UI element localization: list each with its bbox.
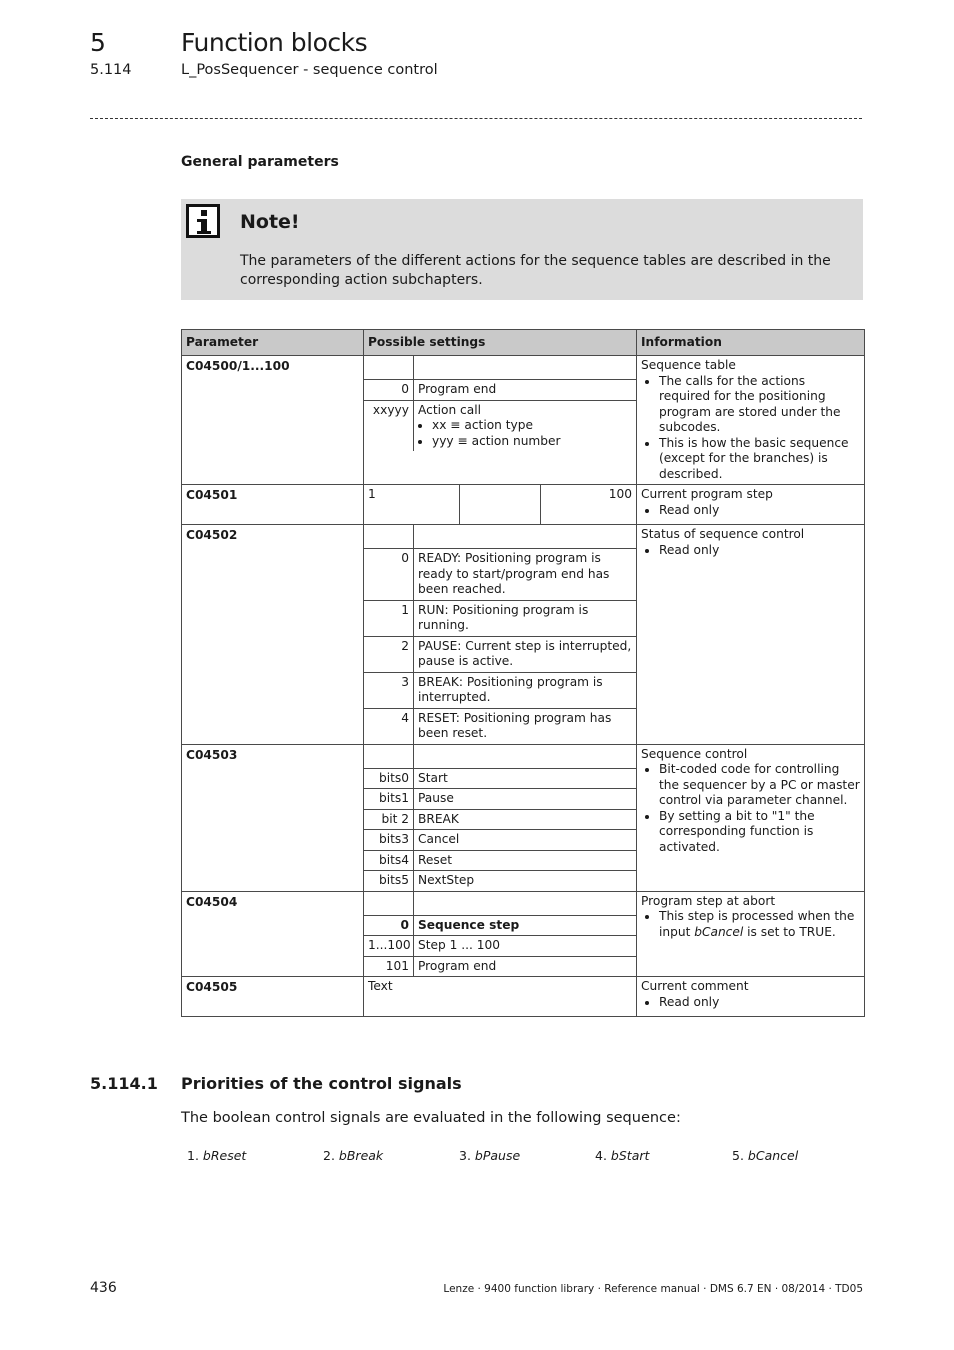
param-name: C04502: [182, 525, 364, 745]
setting-value: xxyyy: [364, 400, 414, 451]
subsection-title: Priorities of the control signals: [181, 1074, 462, 1093]
setting-row: [364, 400, 636, 451]
info-bullet: • Read only: [659, 543, 860, 559]
setting-value: 3: [364, 672, 414, 708]
range-spacer: [460, 485, 541, 524]
setting-label: [414, 400, 637, 451]
setting-label: Cancel: [414, 830, 637, 851]
table-row: [182, 525, 865, 745]
param-name: C04505: [182, 977, 364, 1017]
info-title: Current comment: [641, 979, 749, 993]
header-divider: [90, 118, 862, 119]
table-row: [182, 744, 865, 891]
header-information: Information: [637, 330, 865, 356]
page-number: 436: [90, 1280, 117, 1296]
info-title: Status of sequence control: [641, 527, 805, 541]
setting-label: READY: Positioning program is ready to start/program end has been reached.: [414, 549, 637, 601]
footer-text: Lenze · 9400 function library · Reference manual · DMS 6.7 EN · 08/2014 · TD05: [443, 1283, 863, 1295]
setting-bullet: • yyy ≡ action number: [432, 434, 632, 450]
signal-item: 2. bBreak: [323, 1148, 384, 1163]
setting-bullet: • xx ≡ action type: [432, 418, 632, 434]
setting-row: [364, 768, 636, 789]
setting-value: bits0: [364, 768, 414, 789]
info-bullet: • This is how the basic sequence (except for the branches) is described.: [659, 436, 860, 483]
setting-row: [364, 936, 636, 957]
param-name: C04503: [182, 744, 364, 891]
setting-label: BREAK: Positioning program is interrupted.: [414, 672, 637, 708]
param-settings: [364, 485, 637, 525]
info-bullet: • Read only: [659, 995, 860, 1011]
info-title: Sequence table: [641, 358, 736, 372]
table-row: [182, 891, 865, 977]
param-settings: [364, 525, 637, 745]
param-settings: Text: [364, 977, 637, 1017]
signal-item: 3. bPause: [459, 1148, 521, 1163]
setting-row: [364, 956, 636, 976]
setting-label: Program end: [414, 956, 637, 976]
param-info: [637, 744, 865, 891]
note-title: Note!: [240, 211, 300, 233]
param-name: C04501: [182, 485, 364, 525]
setting-label: Reset: [414, 850, 637, 871]
setting-row: [364, 915, 636, 936]
setting-row: [364, 789, 636, 810]
setting-label: RESET: Positioning program has been reset.: [414, 708, 637, 744]
setting-row: [364, 871, 636, 891]
section-number: 5.114: [90, 62, 132, 78]
range-max: 100: [608, 487, 632, 501]
setting-row: [364, 600, 636, 636]
chapter-number: 5: [90, 28, 106, 57]
range-min: 1: [364, 485, 460, 524]
table-header-row: [182, 330, 865, 356]
setting-value: bits3: [364, 830, 414, 851]
setting-label: NextStep: [414, 871, 637, 891]
setting-row: [364, 708, 636, 744]
setting-row: [364, 380, 636, 401]
setting-value: 0: [364, 549, 414, 601]
info-bullet: • This step is processed when the input bCancel is set to TRUE.: [659, 909, 860, 940]
signal-item: 1. bReset: [187, 1148, 247, 1163]
param-name: C04500/1...100: [182, 356, 364, 485]
setting-label: Sequence step: [414, 915, 637, 936]
setting-value: bits1: [364, 789, 414, 810]
table-row: [182, 356, 865, 485]
info-bullet: • Read only: [659, 503, 860, 519]
subsection-text: The boolean control signals are evaluated in the following sequence:: [181, 1110, 681, 1126]
setting-row: [364, 549, 636, 601]
setting-label: Step 1 ... 100: [414, 936, 637, 957]
setting-label: Start: [414, 768, 637, 789]
signal-item: 5. bCancel: [732, 1148, 799, 1163]
signal-item: 4. bStart: [595, 1148, 650, 1163]
setting-row: [364, 850, 636, 871]
note-box: [181, 199, 863, 300]
info-bullet: • Bit-coded code for controlling the sequencer by a PC or master control via parameter channel.: [659, 762, 860, 809]
subsection-number: 5.114.1: [90, 1074, 158, 1093]
info-title: Sequence control: [641, 746, 748, 761]
setting-row: [364, 830, 636, 851]
table-row: [182, 485, 865, 525]
param-name: C04504: [182, 891, 364, 977]
header-possible-settings: Possible settings: [364, 330, 637, 356]
parameter-table: [181, 329, 865, 1017]
info-bullet: • The calls for the actions required for the positioning program are stored under the subcodes.: [659, 374, 860, 436]
general-parameters-heading: General parameters: [181, 154, 339, 170]
setting-row: [364, 636, 636, 672]
setting-label-text: Action call: [418, 402, 481, 417]
info-title: Current program step: [641, 487, 773, 501]
info-icon: [186, 204, 220, 238]
param-info: [637, 525, 865, 745]
setting-row: [364, 809, 636, 830]
setting-value: 1...100: [364, 936, 414, 957]
table-row: [182, 977, 865, 1017]
setting-value: bits4: [364, 850, 414, 871]
info-title: Program step at abort: [641, 893, 776, 908]
setting-label: BREAK: [414, 809, 637, 830]
param-info: [637, 356, 865, 485]
param-settings: [364, 744, 637, 891]
setting-value: 2: [364, 636, 414, 672]
setting-value: 0: [364, 915, 414, 936]
setting-row: [364, 672, 636, 708]
setting-value: 0: [364, 380, 414, 401]
header-parameter: Parameter: [182, 330, 364, 356]
chapter-title: Function blocks: [181, 28, 368, 57]
section-title: L_PosSequencer - sequence control: [181, 62, 438, 78]
param-info: [637, 977, 865, 1017]
setting-value: 101: [364, 956, 414, 976]
param-info: [637, 891, 865, 977]
setting-value: bit 2: [364, 809, 414, 830]
note-text: The parameters of the different actions for the sequence tables are described in the corresponding action subchapters.: [240, 253, 831, 288]
setting-value: 1: [364, 600, 414, 636]
setting-value: bits5: [364, 871, 414, 891]
setting-label: RUN: Positioning program is running.: [414, 600, 637, 636]
param-settings: [364, 356, 637, 485]
info-bullet: • By setting a bit to "1" the corresponding function is activated.: [659, 809, 860, 856]
param-info: [637, 485, 865, 525]
setting-label: Pause: [414, 789, 637, 810]
setting-label: PAUSE: Current step is interrupted, pause is active.: [414, 636, 637, 672]
param-settings: [364, 891, 637, 977]
setting-label: Program end: [414, 380, 637, 401]
setting-value: 4: [364, 708, 414, 744]
